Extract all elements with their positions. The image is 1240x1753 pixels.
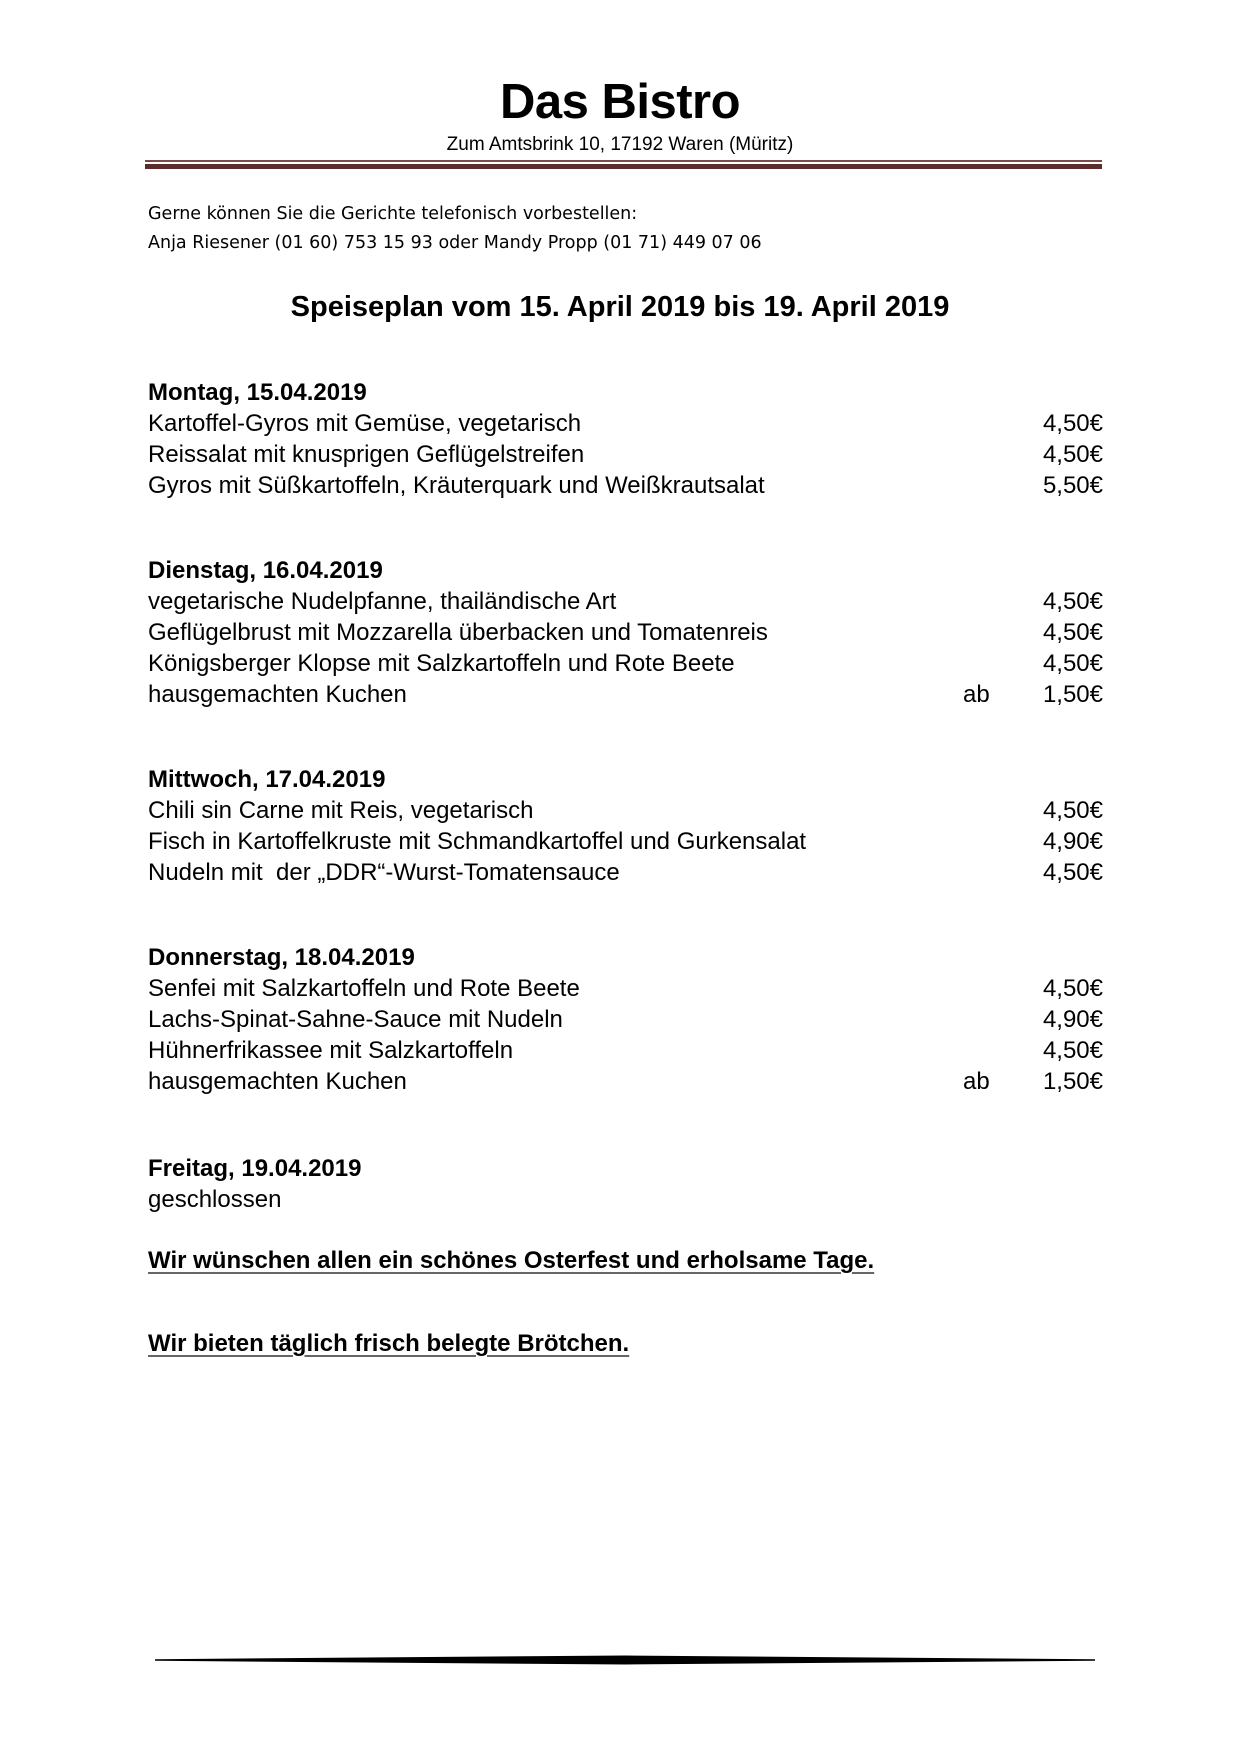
menu-item — [148, 826, 1108, 857]
day-heading: Mittwoch, 17.04.2019 — [148, 766, 386, 793]
footer-divider-shape — [155, 1656, 1095, 1665]
dish-price: 4,50€ — [1042, 588, 1103, 615]
closed-status: geschlossen — [148, 1186, 282, 1213]
contact-phones: Anja Riesener (01 60) 753 15 93 oder Mandy Propp (01 71) 449 07 06 — [148, 233, 762, 253]
dish-price: 4,50€ — [1042, 410, 1103, 437]
bistro-title: Das Bistro — [499, 75, 741, 129]
menu-item — [148, 1035, 1108, 1066]
menu-item — [148, 679, 1108, 710]
dish-name: Kartoffel-Gyros mit Gemüse, vegetarisch — [148, 410, 582, 437]
dish-name: Fisch in Kartoffelkruste mit Schmandkartoffel und Gurkensalat — [148, 828, 807, 855]
price-prefix: ab — [963, 681, 990, 708]
dish-name: Königsberger Klopse mit Salzkartoffeln und Rote Beete — [148, 650, 735, 677]
menu-item — [148, 470, 1108, 501]
header-divider — [145, 160, 1102, 170]
dish-price: 1,50€ — [1042, 681, 1103, 708]
dish-name: Hühnerfrikassee mit Salzkartoffeln — [148, 1037, 514, 1064]
dish-price: 4,90€ — [1042, 828, 1103, 855]
header-divider-thick — [145, 164, 1102, 169]
header-divider-thin — [145, 160, 1102, 162]
dish-name: Reissalat mit knusprigen Geflügelstreifen — [148, 441, 585, 468]
plan-title: Speiseplan vom 15. April 2019 bis 19. April 2019 — [290, 291, 950, 323]
menu-item — [148, 408, 1108, 439]
day-section-wednesday — [148, 764, 1108, 888]
menu-item — [148, 795, 1108, 826]
day-section-monday — [148, 377, 1108, 501]
dish-name: Chili sin Carne mit Reis, vegetarisch — [148, 797, 534, 824]
dish-price: 1,50€ — [1042, 1068, 1103, 1095]
menu-item — [148, 973, 1108, 1004]
menu-item — [148, 648, 1108, 679]
day-heading: Donnerstag, 18.04.2019 — [148, 944, 415, 971]
dish-price: 4,50€ — [1042, 859, 1103, 886]
day-heading: Dienstag, 16.04.2019 — [148, 557, 383, 584]
footer-divider — [155, 1654, 1095, 1666]
dish-price: 4,90€ — [1042, 1006, 1103, 1033]
contact-info — [148, 200, 762, 258]
dish-name: Lachs-Spinat-Sahne-Sauce mit Nudeln — [148, 1006, 563, 1033]
dish-name: Gyros mit Süßkartoffeln, Kräuterquark und Weißkrautsalat — [148, 472, 765, 499]
dish-price: 4,50€ — [1042, 1037, 1103, 1064]
menu-item — [148, 586, 1108, 617]
menu-item — [148, 857, 1108, 888]
day-section-tuesday — [148, 555, 1108, 710]
dish-name: Nudeln mit der „DDR“-Wurst-Tomatensauce — [148, 859, 620, 886]
dish-name: Geflügelbrust mit Mozzarella überbacken und Tomatenreis — [148, 619, 768, 646]
dish-price: 4,50€ — [1042, 797, 1103, 824]
dish-price: 5,50€ — [1042, 472, 1103, 499]
dish-price: 4,50€ — [1042, 619, 1103, 646]
daily-rolls-note: Wir bieten täglich frisch belegte Brötchen. — [148, 1330, 630, 1357]
day-section-friday — [148, 1153, 1108, 1215]
dish-price: 4,50€ — [1042, 441, 1103, 468]
day-heading: Freitag, 19.04.2019 — [148, 1155, 362, 1182]
dish-name: hausgemachten Kuchen — [148, 1068, 407, 1095]
easter-greeting: Wir wünschen allen ein schönes Osterfest und erholsame Tage. — [148, 1247, 875, 1274]
dish-price: 4,50€ — [1042, 650, 1103, 677]
contact-intro: Gerne können Sie die Gerichte telefonisch vorbestellen: — [148, 204, 638, 224]
dish-name: vegetarische Nudelpfanne, thailändische Art — [148, 588, 617, 615]
menu-item — [148, 617, 1108, 648]
dish-name: hausgemachten Kuchen — [148, 681, 407, 708]
bistro-address: Zum Amtsbrink 10, 17192 Waren (Müritz) — [446, 134, 794, 155]
price-prefix: ab — [963, 1068, 990, 1095]
dish-name: Senfei mit Salzkartoffeln und Rote Beete — [148, 975, 580, 1002]
day-section-thursday — [148, 942, 1108, 1097]
day-heading: Montag, 15.04.2019 — [148, 379, 367, 406]
dish-price: 4,50€ — [1042, 975, 1103, 1002]
menu-item — [148, 1004, 1108, 1035]
menu-item — [148, 1066, 1108, 1097]
menu-item — [148, 439, 1108, 470]
